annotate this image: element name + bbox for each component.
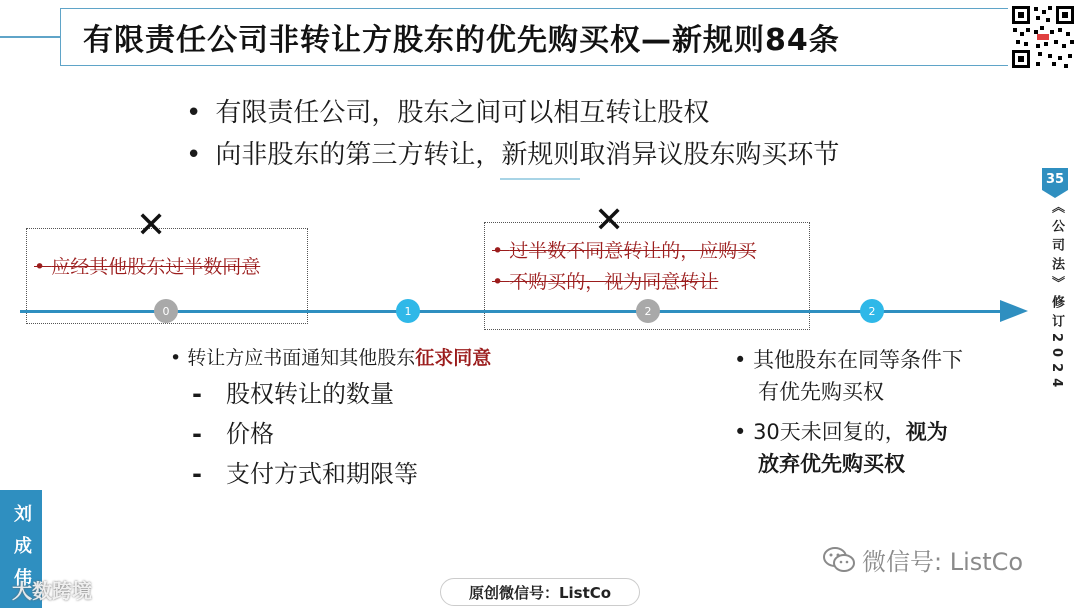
wechat-icon bbox=[822, 546, 856, 574]
top-bullet-list bbox=[186, 92, 839, 176]
notice-item: - 价格 bbox=[192, 414, 418, 454]
notice-item: - 支付方式和期限等 bbox=[192, 454, 418, 494]
preemption-line-1: • 其他股东在同等条件下 bbox=[734, 344, 963, 376]
notice-bullet bbox=[170, 343, 491, 370]
preemption-text bbox=[734, 344, 963, 480]
preemption-line-4: 放弃优先购买权 bbox=[758, 452, 905, 476]
struck-requirement-right bbox=[492, 236, 756, 298]
page-number: 35 bbox=[1042, 168, 1068, 190]
notice-highlight: 征求同意 bbox=[415, 347, 492, 369]
struck-requirement-left: • 应经其他股东过半数同意 bbox=[34, 252, 260, 283]
notice-item: - 股权转让的数量 bbox=[192, 374, 418, 414]
deadline-bold: 视为 bbox=[905, 420, 948, 444]
slide-title: 有限责任公司非转让方股东的优先购买权—新规则84条 bbox=[60, 8, 1008, 66]
struck-line-1: • 过半数不同意转让的，应购买 bbox=[492, 236, 756, 267]
qr-code-icon bbox=[1010, 4, 1076, 70]
top-bullet-1: • 有限责任公司，股东之间可以相互转让股权 bbox=[186, 92, 839, 134]
title-accent-line bbox=[0, 36, 60, 38]
timeline-node: 1 bbox=[396, 299, 420, 323]
preemption-line-2: 有优先购买权 bbox=[758, 380, 884, 404]
struck-line-2: • 不购买的，视为同意转让 bbox=[492, 267, 756, 298]
wechat-watermark-text: 微信号: ListCo bbox=[862, 548, 1024, 576]
author-label: 刘成伟 bbox=[0, 490, 42, 608]
notice-text: 转让方应书面通知其他股东 bbox=[187, 347, 416, 369]
top-bullet-2: • 向非股东的第三方转让，新规则取消异议股东购买环节 bbox=[186, 134, 839, 176]
timeline-node: 2 bbox=[860, 299, 884, 323]
cross-icon: ✕ bbox=[594, 200, 625, 241]
watermark-left: 大数跨境 bbox=[12, 579, 92, 603]
timeline-node: 2 bbox=[636, 299, 660, 323]
timeline-node: 0 bbox=[154, 299, 178, 323]
notice-items bbox=[192, 374, 418, 494]
timeline-arrow-icon bbox=[1000, 300, 1028, 322]
preemption-line-3 bbox=[734, 416, 963, 448]
side-vertical-label: 《公司法》修订2024 bbox=[1049, 200, 1064, 394]
deadline-text: 30天未回复的， bbox=[753, 420, 906, 444]
wechat-watermark bbox=[822, 542, 1023, 577]
divider bbox=[500, 178, 580, 180]
cross-icon: ✕ bbox=[136, 205, 167, 246]
footer-wechat-id: 原创微信号：ListCo bbox=[440, 578, 640, 606]
